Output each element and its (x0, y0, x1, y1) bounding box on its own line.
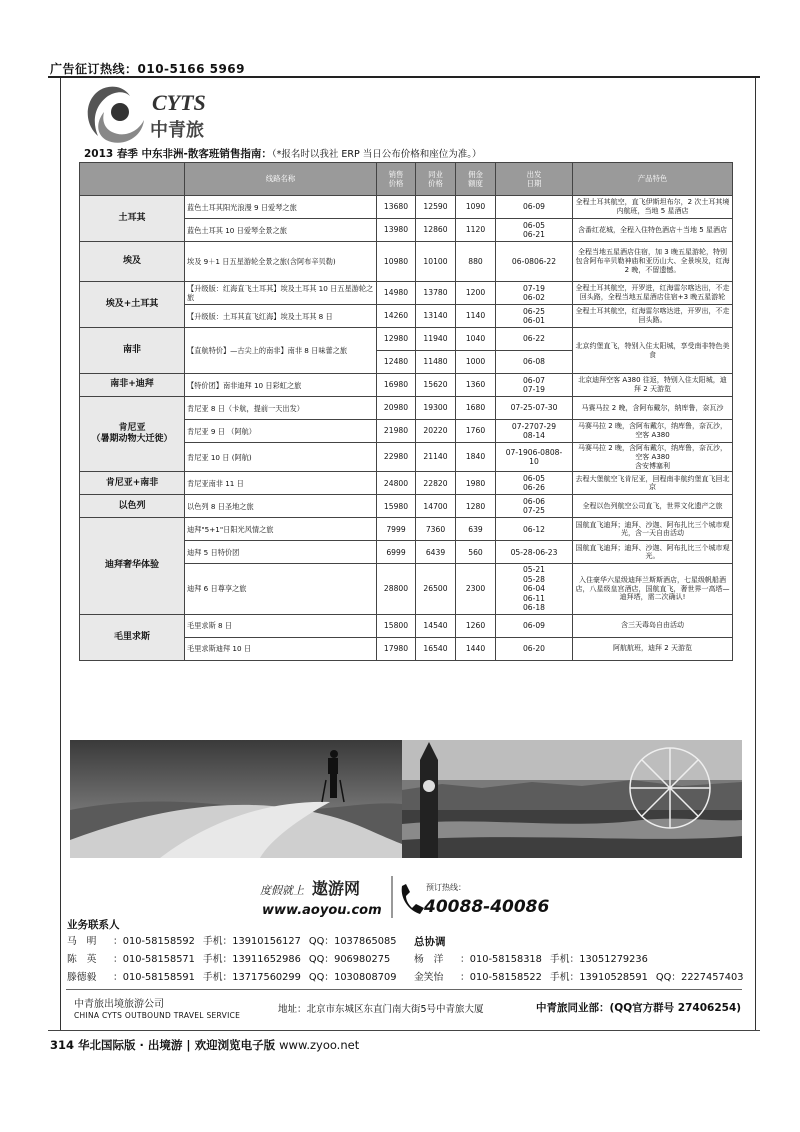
feature-cell: 全程当地五星酒店住宿，加 3 晚五星游轮，特别包含阿布辛贝勒神庙和亚历山大、全景埃及，红海 2 晚，不留遗憾。 (573, 242, 733, 282)
bottom-rule (48, 1030, 760, 1031)
route-cell: 毛里求斯迪拜 10 日 (185, 637, 377, 660)
commission-cell: 1980 (456, 472, 496, 495)
departure-date-cell: 06-22 (496, 328, 573, 351)
destination-cell: 南非 (80, 328, 185, 374)
booking-hotline: 40088-40086 (424, 897, 550, 917)
trade-price-cell: 11940 (416, 328, 456, 351)
page-number: 314 (50, 1038, 75, 1052)
contact-tel: ：010-58158318 (460, 954, 542, 965)
destination-cell: 埃及+土耳其 (80, 282, 185, 328)
contact-tel: ：010-58158571 (113, 954, 195, 965)
destination-cell: 土耳其 (80, 196, 185, 242)
commission-cell: 639 (456, 518, 496, 541)
divider (66, 989, 742, 990)
destination-cell: 迪拜奢华体验 (80, 518, 185, 614)
commission-cell: 1280 (456, 495, 496, 518)
footer-tagline: 欢迎浏览电子版 (194, 1038, 276, 1052)
booking-hotline-label: 预订热线： (426, 883, 466, 892)
commission-cell: 1040 (456, 328, 496, 351)
trade-price-cell: 21140 (416, 443, 456, 472)
column-header: 销售 价格 (377, 163, 416, 196)
edition-name: 华北国际版 · 出境游 (78, 1038, 183, 1052)
trade-price-cell: 26500 (416, 564, 456, 614)
feature-cell: 马赛马拉 2 晚，含阿布戴尔，纳库鲁，奈瓦沙，空客 A380 含安博塞利 (573, 443, 733, 472)
sale-price-cell: 12480 (377, 351, 416, 374)
contact-qq: QQ：906980275 (308, 954, 391, 965)
london-eye-wheel (630, 748, 710, 828)
commission-cell: 880 (456, 242, 496, 282)
feature-cell: 含三天毒岛自由活动 (573, 614, 733, 637)
table-row (80, 328, 733, 351)
contacts-list (67, 933, 396, 987)
destination-cell: 埃及 (80, 242, 185, 282)
departure-date-cell: 06-07 07-19 (496, 374, 573, 397)
contact-line (414, 951, 743, 969)
contact-name: 金笑怡 (414, 972, 444, 983)
route-cell: 肯尼亚 10 日 (阿航) (185, 443, 377, 472)
route-cell: 迪拜"5+1"日阳光风情之旅 (185, 518, 377, 541)
feature-cell: 阿航航班，迪拜 2 天游览 (573, 637, 733, 660)
column-header (80, 163, 185, 196)
contact-mobile: 手机：13910156127 (202, 936, 301, 947)
sale-price-cell: 28800 (377, 564, 416, 614)
trade-price-cell: 13140 (416, 305, 456, 328)
feature-cell: 国航直飞迪拜；迪拜、沙迦、阿布扎比三个城市观光，含一天自由活动 (573, 518, 733, 541)
table-header-row (80, 163, 733, 196)
route-cell: 肯尼亚 9 日 （阿航） (185, 420, 377, 443)
sale-price-cell: 12980 (377, 328, 416, 351)
departure-date-cell: 07-2707-29 08-14 (496, 420, 573, 443)
feature-cell: 全程土耳其航空，开罗进，红海雷尔喀达出，不走回头路，全程当地五星酒店住宿+3 晚五星游轮 (573, 282, 733, 305)
departure-date-cell: 07-19 06-02 (496, 282, 573, 305)
departure-date-cell: 06-09 (496, 196, 573, 219)
sale-price-cell: 15800 (377, 614, 416, 637)
commission-cell: 1760 (456, 420, 496, 443)
sale-price-cell: 14980 (377, 282, 416, 305)
qq-group: 中青旅同业部：(QQ官方群号 27406254) (536, 1002, 742, 1014)
departure-date-cell: 07-1906-0808- 10 (496, 443, 573, 472)
table-row (80, 282, 733, 305)
table-body (80, 196, 733, 661)
feature-cell: 含番红花城，全程入住特色酒店＋当地 5 星酒店 (573, 219, 733, 242)
trade-price-cell: 15620 (416, 374, 456, 397)
logo-brand-en: CYTS (152, 90, 206, 115)
cyts-logo (82, 82, 242, 148)
route-cell: 迪拜 6 日尊享之旅 (185, 564, 377, 614)
route-cell: 蓝色土耳其阳光浪漫 9 日爱琴之旅 (185, 196, 377, 219)
guide-title (84, 146, 482, 161)
trade-price-cell: 11480 (416, 351, 456, 374)
departure-date-cell: 05-28-06-23 (496, 541, 573, 564)
sale-price-cell: 20980 (377, 397, 416, 420)
destination-cell: 毛里求斯 (80, 614, 185, 660)
london-city-photo (402, 740, 742, 858)
ad-hotline: 广告征订热线：010-5166 5969 (50, 62, 246, 76)
route-cell: 肯尼亚南非 11 日 (185, 472, 377, 495)
sale-price-cell: 16980 (377, 374, 416, 397)
feature-cell: 去程大堡航空飞肯尼亚，回程南非航约堡直飞回北京 (573, 472, 733, 495)
route-cell: 迪拜 5 日特价团 (185, 541, 377, 564)
booking-slogan: 度假就上 (260, 884, 304, 897)
table-row (80, 397, 733, 420)
departure-date-cell: 06-05 06-21 (496, 219, 573, 242)
destination-cell: 肯尼亚+南非 (80, 472, 185, 495)
trade-price-cell: 12590 (416, 196, 456, 219)
departure-date-cell: 07-25-07-30 (496, 397, 573, 420)
departure-date-cell: 06-20 (496, 637, 573, 660)
column-header: 线路名称 (185, 163, 377, 196)
phone-icon (402, 884, 424, 914)
guide-title-main: 2013 春季 中东非洲-散客班销售指南： (84, 148, 272, 160)
trade-price-cell: 10100 (416, 242, 456, 282)
sale-price-cell: 14260 (377, 305, 416, 328)
booking-url: www.aoyou.com (262, 903, 382, 918)
departure-date-cell: 06-25 06-01 (496, 305, 573, 328)
feature-cell: 马赛马拉 2 晚，含阿布戴尔，纳库鲁，奈瓦沙，空客 A380 (573, 420, 733, 443)
page-footer: 314 华北国际版 · 出境游 | 欢迎浏览电子版 www.zyoo.net (50, 1038, 360, 1052)
company-address: 地址：北京市东城区东直门南大街5号中青旅大厦 (278, 1004, 484, 1015)
sale-price-cell: 13680 (377, 196, 416, 219)
feature-cell: 全程土耳其航空，直飞伊斯坦布尔，2 次土耳其境内航班，当地 5 星酒店 (573, 196, 733, 219)
destination-cell: 以色列 (80, 495, 185, 518)
footer-url[interactable]: www.zyoo.net (279, 1038, 360, 1052)
route-cell: 蓝色土耳其 10 日爱琴全景之旅 (185, 219, 377, 242)
contact-mobile: 手机：13051279236 (549, 954, 648, 965)
table-row (80, 472, 733, 495)
departure-date-cell: 06-09 (496, 614, 573, 637)
table-row (80, 242, 733, 282)
feature-cell: 国航直飞迪拜；迪拜、沙迦、阿布扎比三个城市观光。 (573, 541, 733, 564)
commission-cell: 1000 (456, 351, 496, 374)
route-cell: 【特价团】南非迪拜 10 日彩虹之旅 (185, 374, 377, 397)
departure-date-cell: 06-0806-22 (496, 242, 573, 282)
contact-name: 马 明 (67, 936, 97, 947)
contact-line (414, 969, 743, 987)
price-table (79, 162, 733, 661)
route-cell: 以色列 8 日圣地之旅 (185, 495, 377, 518)
contact-tel: ：010-58158592 (113, 936, 195, 947)
table-row (80, 495, 733, 518)
contact-qq: QQ：1030808709 (308, 972, 397, 983)
sale-price-cell: 6999 (377, 541, 416, 564)
feature-cell: 马赛马拉 2 晚，含阿布戴尔，纳库鲁，奈瓦沙 (573, 397, 733, 420)
route-cell: 【升级版：土耳其直飞红海】埃及土耳其 8 日 (185, 305, 377, 328)
route-cell: 【升级版：红海直飞土耳其】埃及土耳其 10 日五星游轮之旅 (185, 282, 377, 305)
route-cell: 【直航特价】—古尖上的南非】南非 8 日味蕾之旅 (185, 328, 377, 374)
feature-cell: 北京迪拜空客 A380 往返，特别入住太阳城，迪拜 2 天游览 (573, 374, 733, 397)
trade-price-cell: 7360 (416, 518, 456, 541)
contact-tel: ：010-58158522 (460, 972, 542, 983)
feature-cell: 北京约堡直飞，特别入住太阳城，享受南非特色美食 (573, 328, 733, 374)
departure-date-cell: 06-05 06-26 (496, 472, 573, 495)
contact-name: 杨 洋 (414, 954, 444, 965)
table-row (80, 518, 733, 541)
feature-cell: 全程以色列航空公司直飞，世界文化遗产之旅 (573, 495, 733, 518)
sale-price-cell: 24800 (377, 472, 416, 495)
aoyou-booking-banner (260, 870, 580, 922)
company-name-cn: 中青旅出境旅游公司 (74, 999, 164, 1010)
column-header: 出发 日期 (496, 163, 573, 196)
table-row (80, 196, 733, 219)
feature-cell: 入住豪华六星级迪拜兰斯斯酒店，七星级帆船酒店，八星级皇宫酒店，国航直飞，奢世界一高塔—迪拜塔，需二次确认! (573, 564, 733, 614)
commission-cell: 1090 (456, 196, 496, 219)
commission-cell: 1140 (456, 305, 496, 328)
trade-price-cell: 13780 (416, 282, 456, 305)
contact-line (67, 969, 396, 987)
swirl-icon (88, 87, 144, 143)
commission-cell: 1360 (456, 374, 496, 397)
commission-cell: 1120 (456, 219, 496, 242)
sale-price-cell: 21980 (377, 420, 416, 443)
trade-price-cell: 6439 (416, 541, 456, 564)
sale-price-cell: 10980 (377, 242, 416, 282)
trade-price-cell: 12860 (416, 219, 456, 242)
route-cell: 毛里求斯 8 日 (185, 614, 377, 637)
contacts-title: 业务联系人 (67, 919, 120, 931)
departure-date-cell: 06-08 (496, 351, 573, 374)
departure-date-cell: 05-21 05-28 06-04 06-11 06-18 (496, 564, 573, 614)
desert-hiker-photo (70, 740, 402, 858)
route-cell: 埃及 9＋1 日五星游轮全景之旅(含阿布辛贝勒) (185, 242, 377, 282)
destination-cell: 南非+迪拜 (80, 374, 185, 397)
big-ben-tower (420, 742, 438, 858)
contact-tel: ：010-58158591 (113, 972, 195, 983)
destination-cell: 肯尼亚 （暑期动物大迁徙） (80, 397, 185, 472)
commission-cell: 1840 (456, 443, 496, 472)
sale-price-cell: 17980 (377, 637, 416, 660)
logo-brand-cn: 中青旅 (150, 120, 204, 141)
booking-site-cn: 遨游网 (312, 879, 361, 898)
trade-price-cell: 19300 (416, 397, 456, 420)
departure-date-cell: 06-12 (496, 518, 573, 541)
sale-price-cell: 7999 (377, 518, 416, 541)
trade-price-cell: 20220 (416, 420, 456, 443)
column-header: 同业 价格 (416, 163, 456, 196)
table-row (80, 614, 733, 637)
contact-mobile: 手机：13717560299 (202, 972, 301, 983)
departure-date-cell: 06-06 07-25 (496, 495, 573, 518)
hq-title: 总协调 (414, 936, 446, 948)
contact-mobile: 手机：13910528591 (549, 972, 648, 983)
commission-cell: 1680 (456, 397, 496, 420)
table-row (80, 374, 733, 397)
guide-title-note: （*报名时以我社 ERP 当日公布价格和座位为准。） (271, 149, 482, 160)
contact-line (67, 951, 396, 969)
contact-line (67, 933, 396, 951)
commission-cell: 1200 (456, 282, 496, 305)
trade-price-cell: 14700 (416, 495, 456, 518)
sale-price-cell: 13980 (377, 219, 416, 242)
commission-cell: 1260 (456, 614, 496, 637)
company-name-en: CHINA CYTS OUTBOUND TRAVEL SERVICE (74, 1011, 241, 1020)
route-cell: 肯尼亚 8 日（卡航，提前一天出发） (185, 397, 377, 420)
trade-price-cell: 16540 (416, 637, 456, 660)
hq-contacts-list (414, 951, 743, 987)
contact-name: 陈 英 (67, 954, 97, 965)
contact-mobile: 手机：13911652986 (202, 954, 301, 965)
column-header: 佣金 额度 (456, 163, 496, 196)
trade-price-cell: 22820 (416, 472, 456, 495)
contact-name: 滕德毅 (67, 972, 97, 983)
contact-qq: QQ：2227457403 (655, 972, 744, 983)
commission-cell: 2300 (456, 564, 496, 614)
sale-price-cell: 15980 (377, 495, 416, 518)
column-header: 产品特色 (573, 163, 733, 196)
feature-cell: 全程土耳其航空，红海雷尔喀达进，开罗出，不走回头路。 (573, 305, 733, 328)
commission-cell: 1440 (456, 637, 496, 660)
sale-price-cell: 22980 (377, 443, 416, 472)
contact-qq: QQ：1037865085 (308, 936, 397, 947)
trade-price-cell: 14540 (416, 614, 456, 637)
commission-cell: 560 (456, 541, 496, 564)
